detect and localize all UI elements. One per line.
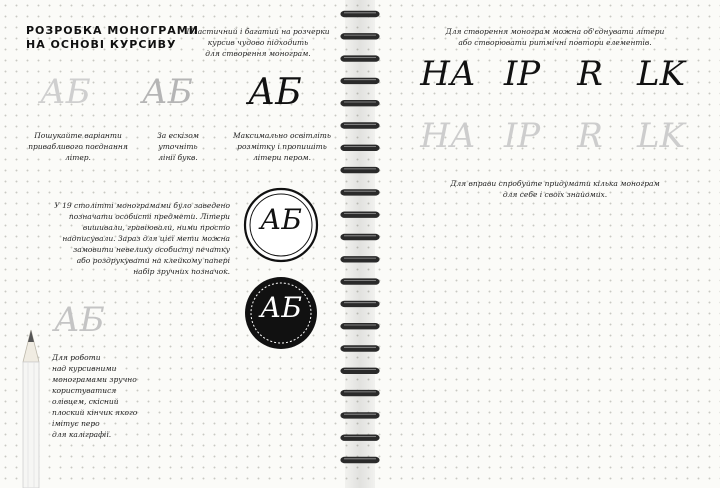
pencil-note-line-1: Для роботи [52, 353, 101, 362]
step-2-line-2: уточніть [158, 142, 198, 151]
example-4-dark: LK [637, 54, 685, 94]
pencil-note [52, 352, 162, 440]
stamp-filled-monogram: АБ [260, 291, 302, 324]
monogram-sketch-2: АБ [142, 72, 193, 112]
monogram-sketch-1: АБ [40, 72, 91, 112]
binding-ring [340, 435, 379, 441]
history-line-3: вишивали, гравіювали, ними просто [82, 223, 230, 232]
intro-line-1: Пластичний і багатий на розчерки [186, 27, 330, 36]
step-2-line-1: За ескізом [157, 131, 199, 140]
binding-ring [340, 368, 379, 374]
binding-ring [340, 323, 379, 329]
example-2-faint: ІР [503, 116, 541, 156]
pencil-note-line-8: для каліграфії. [52, 430, 112, 439]
step-1-line-2: привабливого поєднання [28, 142, 128, 151]
exercise-line-2: для себе і своїх знайомих. [502, 190, 608, 199]
right-intro-line-1: Для створення монограм можна об'єднувати літери [445, 27, 665, 36]
binding-ring [340, 11, 379, 17]
pencil-note-line-7: імітує перо [52, 419, 100, 428]
binding-ring [340, 33, 379, 39]
pencil-note-line-2: над курсивними [52, 364, 117, 373]
step-1-line-3: літер. [65, 153, 91, 162]
binding-ring [340, 345, 379, 351]
step-3-text [222, 130, 342, 163]
left-page [0, 0, 345, 488]
history-line-1: У 19 столітті монограмами було заведено [54, 201, 230, 210]
binding-ring [340, 78, 379, 84]
title-line-1: РОЗРОБКА МОНОГРАМИ [26, 24, 199, 37]
step-3-line-1: Максимально освітліть [232, 131, 331, 140]
binding-ring [340, 167, 379, 173]
binding-ring [340, 234, 379, 240]
binding-ring [340, 390, 379, 396]
binding-ring [340, 100, 379, 106]
exercise-line-1: Для вправи спробуйте придумати кілька монограм [450, 179, 660, 188]
binding-ring [340, 278, 379, 284]
binding-ring [340, 55, 379, 61]
history-line-7: набір зручних позначок. [133, 267, 230, 276]
right-page [375, 0, 720, 488]
exercise-text [405, 178, 705, 200]
monogram-final: АБ [248, 72, 302, 113]
example-1-dark: НА [420, 54, 476, 94]
example-2-dark: ІР [503, 54, 541, 94]
step-2-text [130, 130, 226, 163]
binding-ring [340, 412, 379, 418]
pencil-note-line-3: монограмами зручно [52, 375, 137, 384]
binding-ring [340, 189, 379, 195]
intro-text [178, 26, 338, 59]
step-1-line-1: Пошукайте варіанти [34, 131, 122, 140]
stamp-outline-monogram: АБ [260, 203, 302, 236]
example-4-faint: LK [637, 116, 685, 156]
binding-ring [340, 301, 379, 307]
example-1-faint: НА [420, 116, 476, 156]
example-3-faint: R [577, 116, 603, 156]
pencil-note-line-6: плоский кінчик якого [52, 408, 138, 417]
history-line-6: або роздрукувати на клейкому папері [76, 256, 230, 265]
step-1-text [20, 130, 136, 163]
intro-line-2: курсив чудово підходить [207, 38, 309, 47]
history-text [50, 200, 230, 277]
example-3-dark: R [577, 54, 603, 94]
spiral-binding [332, 0, 388, 488]
step-3-line-3: літери пером. [253, 153, 311, 162]
monogram-pencil-sample: АБ [54, 300, 105, 340]
history-line-2: позначати особисті предмети. Літери [68, 212, 230, 221]
right-intro-text [405, 26, 705, 48]
binding-ring [340, 256, 379, 262]
step-3-line-2: розмітку і пропишіть [237, 142, 327, 151]
history-line-5: замовити невелику особисту печатку [73, 245, 230, 254]
right-intro-line-2: або створювати ритмічні повтори елементів. [458, 38, 652, 47]
pencil-note-line-5: олівцем, скісний [52, 397, 119, 406]
step-2-line-3: лінії букв. [158, 153, 198, 162]
binding-ring [340, 457, 379, 463]
page-title [26, 24, 199, 52]
binding-ring [340, 145, 379, 151]
intro-line-3: для створення монограм. [205, 49, 311, 58]
pencil-note-line-4: користуватися [52, 386, 117, 395]
binding-ring [340, 122, 379, 128]
history-line-4: надписували. Зараз для цієї мети можна [62, 234, 230, 243]
pencil-icon [14, 326, 48, 488]
title-line-2: НА ОСНОВІ КУРСИВУ [26, 38, 177, 51]
binding-ring [340, 212, 379, 218]
